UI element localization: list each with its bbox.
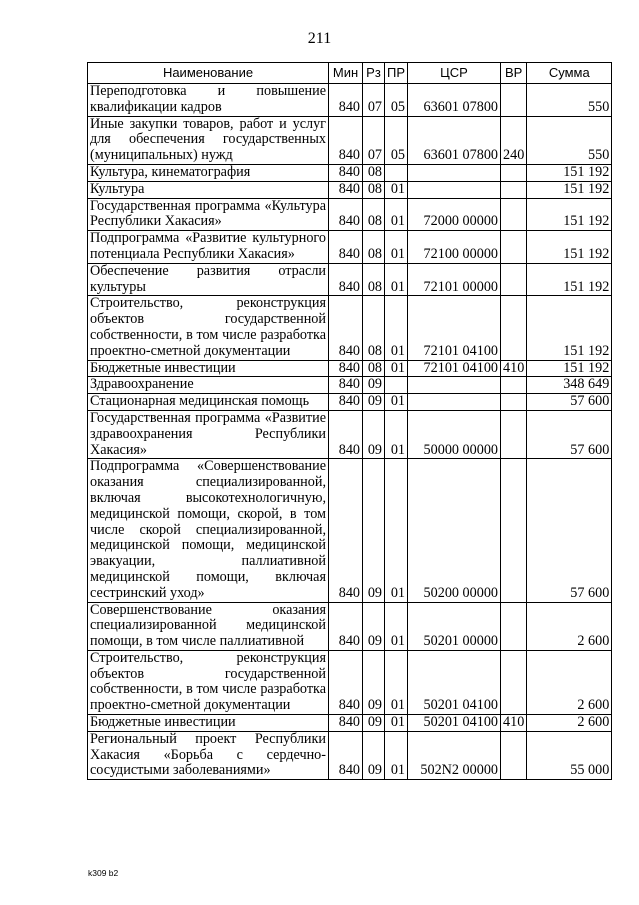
cell-sum: 550	[527, 84, 612, 117]
cell-name: Бюджетные инвестиции	[88, 715, 329, 732]
table-body	[88, 84, 612, 780]
cell-vr	[501, 231, 527, 264]
table-header-row	[88, 63, 612, 84]
cell-sum: 151 192	[527, 231, 612, 264]
table-row	[88, 410, 612, 458]
cell-rz: 08	[363, 198, 385, 231]
cell-name: Государственная программа «Развитие здравоохранения Республики Хакасия»	[88, 410, 329, 458]
cell-pr: 01	[385, 360, 408, 377]
cell-vr	[501, 394, 527, 411]
cell-min: 840	[329, 394, 363, 411]
cell-sum: 151 192	[527, 360, 612, 377]
cell-vr	[501, 377, 527, 394]
cell-name: Здравоохранение	[88, 377, 329, 394]
table-row	[88, 296, 612, 360]
cell-csr	[408, 164, 501, 181]
table-row	[88, 231, 612, 264]
cell-sum: 57 600	[527, 410, 612, 458]
table-row	[88, 181, 612, 198]
cell-vr	[501, 602, 527, 650]
cell-vr	[501, 181, 527, 198]
cell-pr: 01	[385, 650, 408, 714]
cell-min: 840	[329, 731, 363, 779]
cell-pr	[385, 377, 408, 394]
cell-min: 840	[329, 715, 363, 732]
cell-rz: 08	[363, 181, 385, 198]
cell-vr	[501, 731, 527, 779]
cell-pr: 01	[385, 231, 408, 264]
cell-name: Государственная программа «Культура Республики Хакасия»	[88, 198, 329, 231]
table-row	[88, 116, 612, 164]
header-name: Наименование	[88, 63, 329, 84]
cell-min: 840	[329, 263, 363, 296]
cell-csr	[408, 377, 501, 394]
cell-csr: 50000 00000	[408, 410, 501, 458]
cell-pr: 01	[385, 394, 408, 411]
cell-sum: 151 192	[527, 164, 612, 181]
table-row	[88, 198, 612, 231]
cell-csr: 50201 04100	[408, 650, 501, 714]
cell-sum: 151 192	[527, 198, 612, 231]
cell-pr: 01	[385, 410, 408, 458]
cell-vr	[501, 296, 527, 360]
cell-rz: 09	[363, 410, 385, 458]
cell-csr: 502N2 00000	[408, 731, 501, 779]
budget-table	[87, 62, 612, 780]
cell-sum: 2 600	[527, 650, 612, 714]
cell-sum: 151 192	[527, 263, 612, 296]
table-row	[88, 731, 612, 779]
cell-pr: 01	[385, 263, 408, 296]
cell-name: Обеспечение развития отрасли культуры	[88, 263, 329, 296]
header-sum: Сумма	[527, 63, 612, 84]
cell-rz: 07	[363, 84, 385, 117]
cell-min: 840	[329, 84, 363, 117]
cell-csr: 72100 00000	[408, 231, 501, 264]
cell-csr	[408, 181, 501, 198]
cell-name: Иные закупки товаров, работ и услуг для обеспечения государственных (муниципальных) нужд	[88, 116, 329, 164]
cell-min: 840	[329, 116, 363, 164]
cell-sum: 2 600	[527, 602, 612, 650]
cell-pr: 01	[385, 715, 408, 732]
cell-name: Строительство, реконструкция объектов государственной собственности, в том числе разработка проектно-сметной документации	[88, 296, 329, 360]
cell-min: 840	[329, 602, 363, 650]
cell-min: 840	[329, 410, 363, 458]
cell-rz: 09	[363, 377, 385, 394]
footer-code: k309 b2	[88, 868, 119, 878]
cell-rz: 09	[363, 650, 385, 714]
cell-rz: 08	[363, 164, 385, 181]
cell-csr: 72101 00000	[408, 263, 501, 296]
cell-name: Стационарная медицинская помощь	[88, 394, 329, 411]
cell-sum: 151 192	[527, 296, 612, 360]
cell-rz: 09	[363, 602, 385, 650]
cell-name: Подпрограмма «Развитие культурного потенциала Республики Хакасия»	[88, 231, 329, 264]
cell-csr	[408, 394, 501, 411]
cell-name: Культура, кинематография	[88, 164, 329, 181]
cell-rz: 08	[363, 296, 385, 360]
cell-csr: 72101 04100	[408, 360, 501, 377]
table-row	[88, 602, 612, 650]
table-row	[88, 377, 612, 394]
cell-min: 840	[329, 198, 363, 231]
cell-name: Бюджетные инвестиции	[88, 360, 329, 377]
table-row	[88, 263, 612, 296]
cell-vr	[501, 263, 527, 296]
header-csr: ЦСР	[408, 63, 501, 84]
cell-min: 840	[329, 360, 363, 377]
cell-pr: 01	[385, 731, 408, 779]
cell-pr: 01	[385, 181, 408, 198]
header-rz: Рз	[363, 63, 385, 84]
cell-pr: 01	[385, 198, 408, 231]
cell-rz: 09	[363, 731, 385, 779]
cell-name: Подпрограмма «Совершенствование оказания специализированной, включая высокотехнологичную, медицинской помощи, скорой, в том числе скорой специализированной, медицинской помощи, медицинской эвакуации, паллиативной медицинской помощи, включая сестринский уход»	[88, 459, 329, 602]
cell-pr: 05	[385, 84, 408, 117]
cell-sum: 550	[527, 116, 612, 164]
cell-sum: 57 600	[527, 459, 612, 602]
cell-name: Переподготовка и повышение квалификации кадров	[88, 84, 329, 117]
cell-sum: 55 000	[527, 731, 612, 779]
cell-min: 840	[329, 164, 363, 181]
cell-pr	[385, 164, 408, 181]
cell-csr: 63601 07800	[408, 84, 501, 117]
cell-vr: 410	[501, 715, 527, 732]
cell-vr	[501, 164, 527, 181]
cell-pr: 01	[385, 296, 408, 360]
table-row	[88, 394, 612, 411]
cell-min: 840	[329, 231, 363, 264]
cell-name: Культура	[88, 181, 329, 198]
table-row	[88, 164, 612, 181]
cell-name: Совершенствование оказания специализированной медицинской помощи, в том числе паллиативной	[88, 602, 329, 650]
cell-min: 840	[329, 296, 363, 360]
page-number: 211	[307, 30, 332, 47]
cell-vr	[501, 410, 527, 458]
cell-rz: 09	[363, 715, 385, 732]
cell-csr: 72000 00000	[408, 198, 501, 231]
cell-csr: 50201 00000	[408, 602, 501, 650]
cell-vr: 240	[501, 116, 527, 164]
cell-min: 840	[329, 650, 363, 714]
header-vr: ВР	[501, 63, 527, 84]
table-row	[88, 360, 612, 377]
cell-csr: 50201 04100	[408, 715, 501, 732]
cell-csr: 63601 07800	[408, 116, 501, 164]
cell-sum: 57 600	[527, 394, 612, 411]
cell-rz: 08	[363, 231, 385, 264]
cell-name: Строительство, реконструкция объектов государственной собственности, в том числе разработка проектно-сметной документации	[88, 650, 329, 714]
cell-sum: 348 649	[527, 377, 612, 394]
cell-pr: 05	[385, 116, 408, 164]
table-row	[88, 715, 612, 732]
cell-csr: 72101 04100	[408, 296, 501, 360]
cell-vr	[501, 459, 527, 602]
cell-min: 840	[329, 459, 363, 602]
cell-vr: 410	[501, 360, 527, 377]
cell-pr: 01	[385, 459, 408, 602]
table-row	[88, 650, 612, 714]
cell-vr	[501, 650, 527, 714]
cell-rz: 07	[363, 116, 385, 164]
cell-min: 840	[329, 377, 363, 394]
cell-sum: 2 600	[527, 715, 612, 732]
cell-rz: 09	[363, 394, 385, 411]
cell-min: 840	[329, 181, 363, 198]
table-row	[88, 84, 612, 117]
table-row	[88, 459, 612, 602]
header-min: Мин	[329, 63, 363, 84]
cell-vr	[501, 198, 527, 231]
cell-vr	[501, 84, 527, 117]
cell-name: Региональный проект Республики Хакасия «Борьба с сердечно-сосудистыми заболеваниями»	[88, 731, 329, 779]
cell-pr: 01	[385, 602, 408, 650]
cell-rz: 08	[363, 263, 385, 296]
cell-rz: 09	[363, 459, 385, 602]
cell-csr: 50200 00000	[408, 459, 501, 602]
header-pr: ПР	[385, 63, 408, 84]
cell-rz: 08	[363, 360, 385, 377]
cell-sum: 151 192	[527, 181, 612, 198]
